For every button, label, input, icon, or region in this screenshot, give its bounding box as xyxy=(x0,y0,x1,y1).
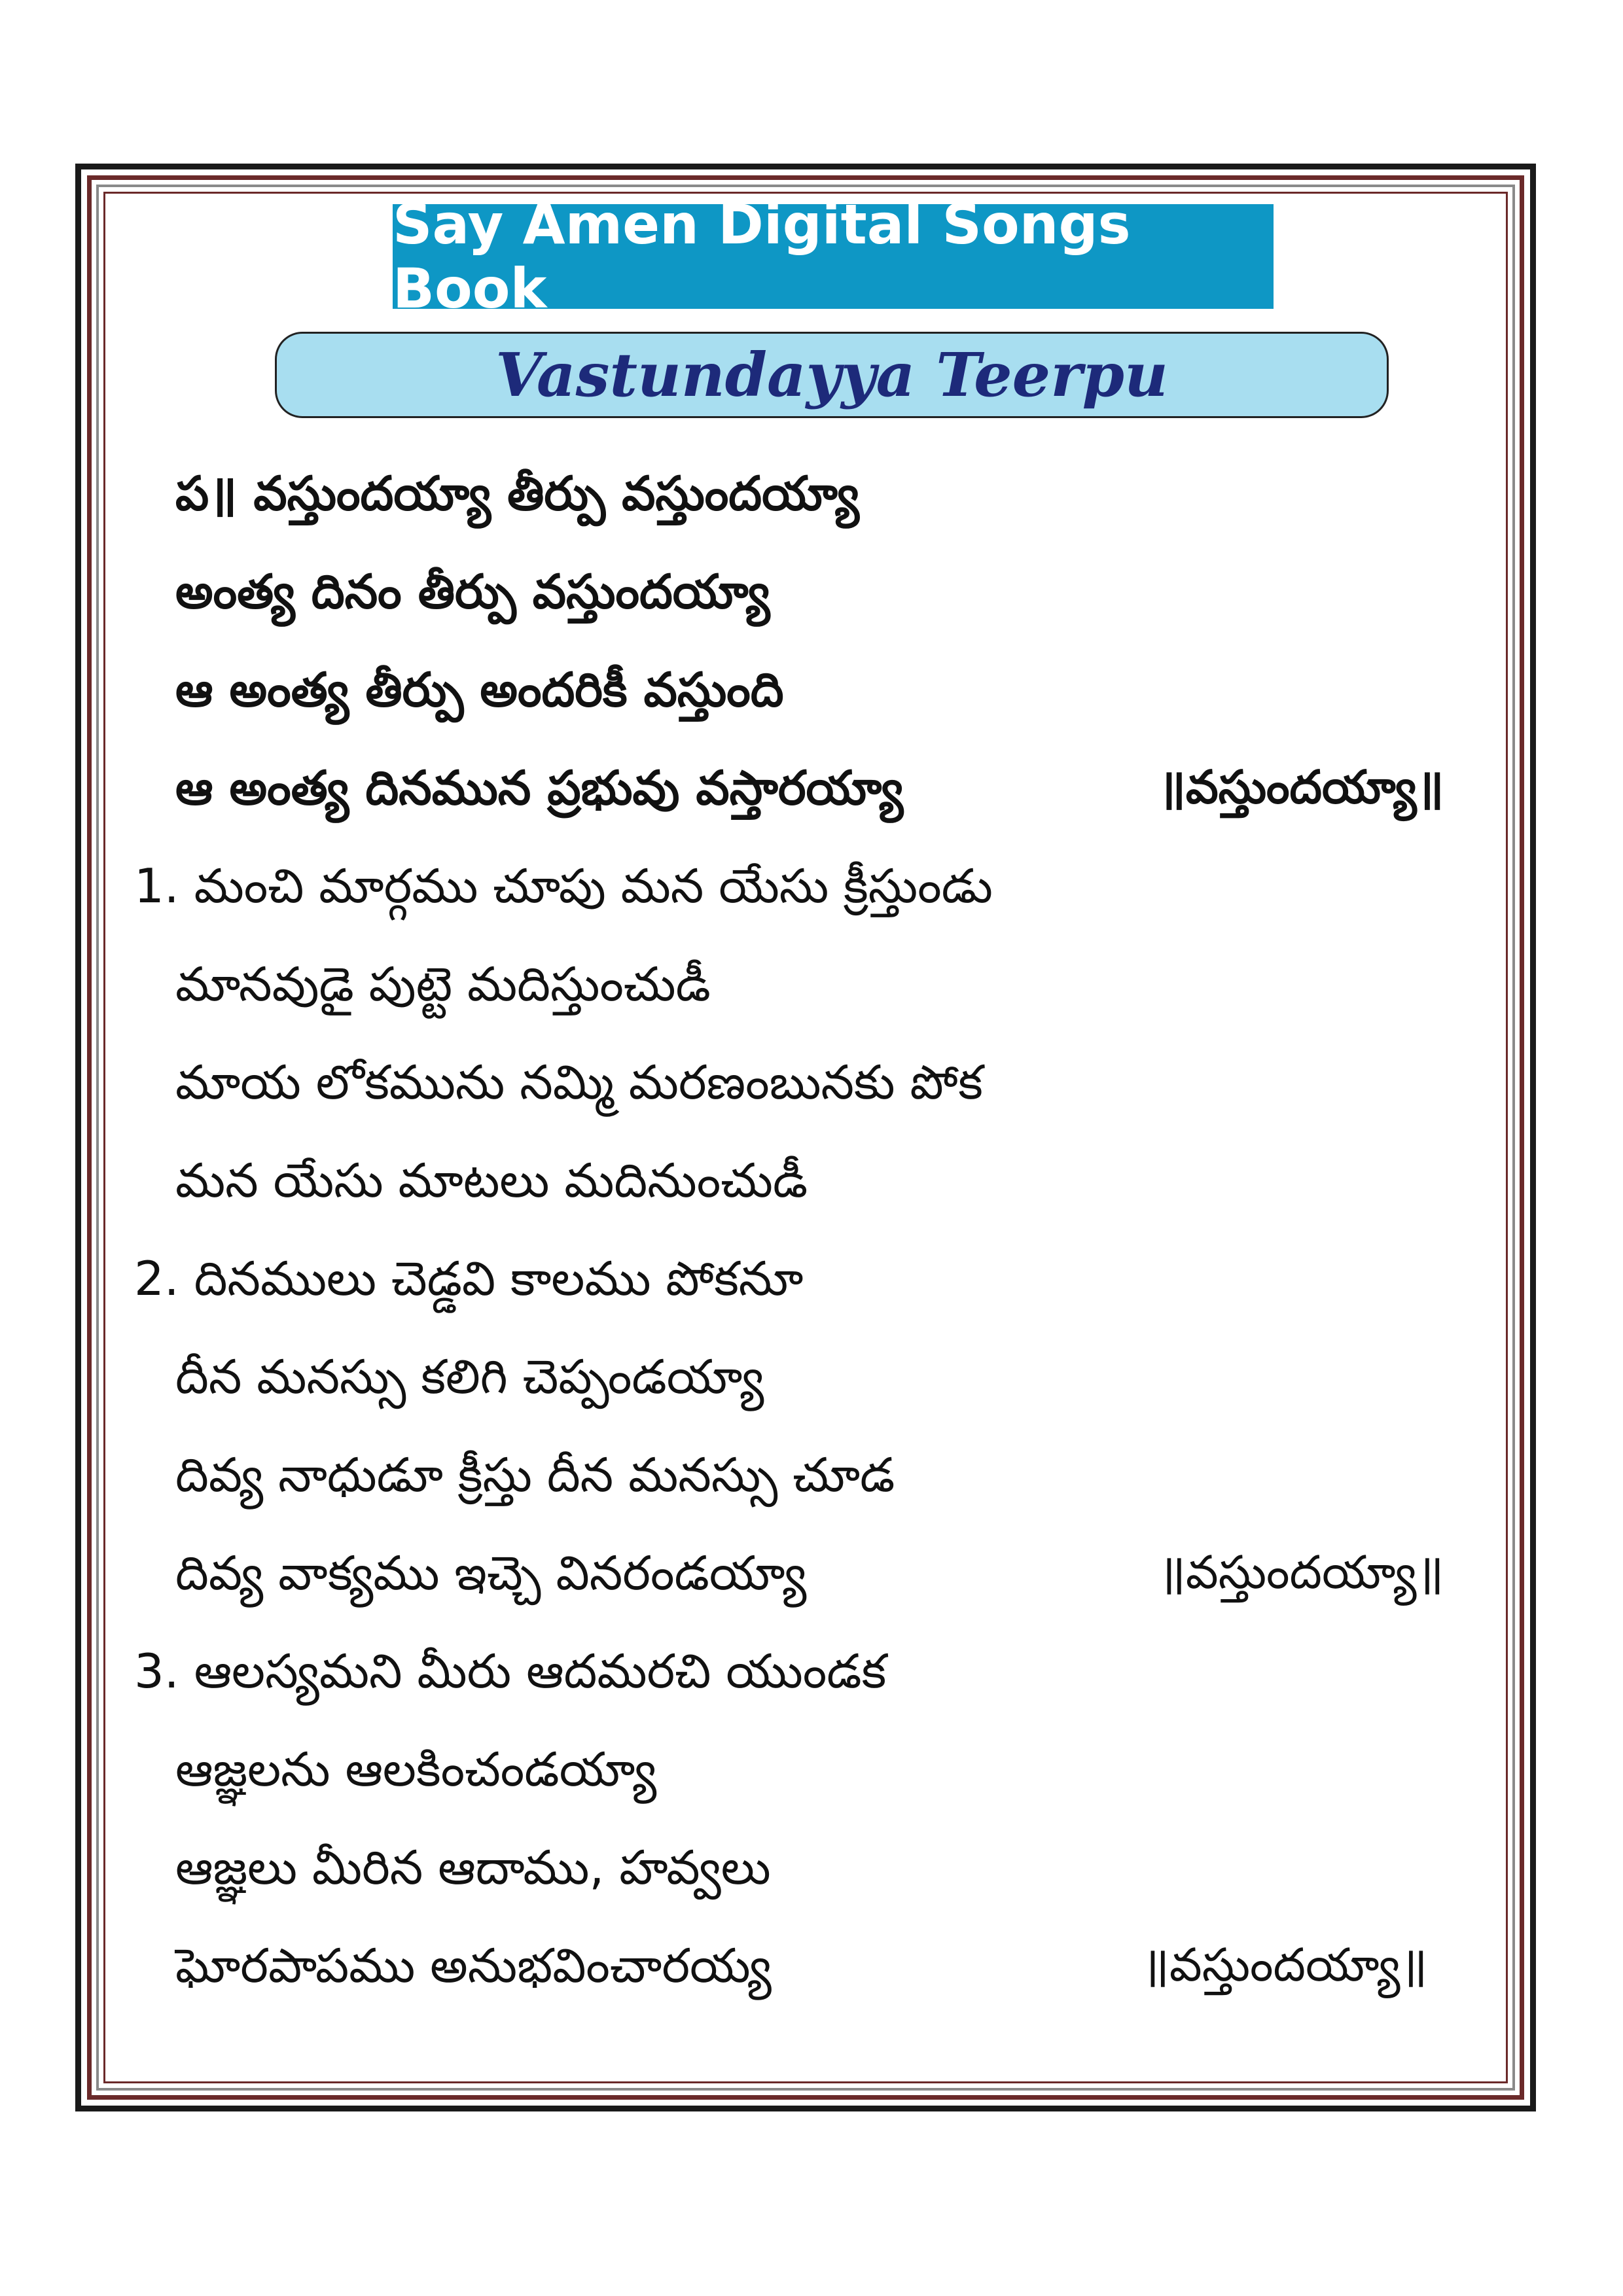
pallavi-line-4: ఆ అంత్య దినమున ప్రభువు వస్తారయ్యా xyxy=(175,760,904,815)
verse1-line-1: 1. మంచి మార్గము చూపు మన యేసు క్రీస్తుండు xyxy=(134,858,993,913)
refrain-mark-verse3: ॥వస్తుందయ్యా॥ xyxy=(1142,1938,1428,1992)
verse1-line-4: మన యేసు మాటలు మదినుంచుడీ xyxy=(175,1153,808,1208)
verse2-line-2: దీన మనస్సు కలిగి చెప్పండయ్యా xyxy=(175,1349,764,1404)
verse1-line-3: మాయ లోకమును నమ్మి మరణంబునకు పోక xyxy=(175,1055,983,1110)
pallavi-line-2: అంత్య దినం తీర్పు వస్తుందయ్యా xyxy=(175,564,770,619)
song-title: Vastundayya Teerpu xyxy=(275,332,1389,418)
refrain-mark-verse2: ॥వస్తుందయ్యా॥ xyxy=(1158,1545,1444,1599)
pallavi-line-3: ఆ అంత్య తీర్పు అందరికీ వస్తుంది xyxy=(175,662,784,717)
book-banner: Say Amen Digital Songs Book xyxy=(393,204,1274,309)
verse2-line-4: దివ్య వాక్యము ఇచ్చె వినరండయ్యా xyxy=(175,1545,807,1600)
verse2-line-1: 2. దినములు చెడ్డవి కాలము పోకనూ xyxy=(134,1251,804,1306)
verse3-line-1: 3. ఆలస్యమని మీరు ఆదమరచి యుండక xyxy=(134,1644,887,1699)
verse2-line-3: దివ్య నాధుడూ క్రీస్తు దీన మనస్సు చూడ xyxy=(175,1447,895,1502)
verse1-line-2: మానవుడై పుట్టె మదిస్తుంచుడీ xyxy=(175,957,711,1012)
verse3-line-3: ఆజ్ఞలు మీరిన ఆదాము, హవ్వలు xyxy=(175,1840,771,1895)
verse3-line-2: ఆజ్ఞలను ఆలకించండయ్యా xyxy=(175,1742,657,1797)
refrain-mark-pallavi: ॥వస్తుందయ్యా॥ xyxy=(1158,760,1444,814)
verse3-line-4: ఘోరపాపము అనుభవించారయ్య xyxy=(175,1938,772,1993)
pallavi-line-1: ప॥ వస్తుందయ్యా తీర్పు వస్తుందయ్యా xyxy=(175,466,859,521)
